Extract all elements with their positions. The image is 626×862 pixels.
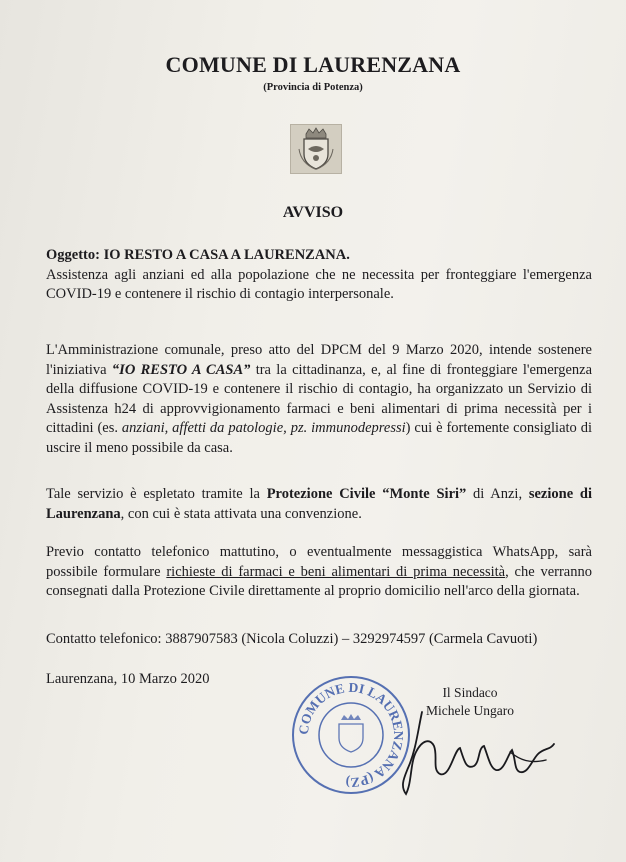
paragraph-text: L'Amministrazione comunale, preso atto del DPCM del 9 Marzo 2020, intende sostenere l'iniziativa: [46, 342, 592, 378]
paragraph-requests: [46, 543, 592, 602]
mayor-name: Michele Ungaro: [425, 703, 515, 718]
paragraph-text: , con cui è stata attivata una convenzione.: [120, 505, 362, 522]
phone-contacts: Contatto telefonico: 3887907583 (Nicola Coluzzi) – 3292974597 (Carmela Cavuoti): [46, 631, 538, 647]
subject-text: Assistenza agli anziani ed alla popolazione che ne necessita per fronteggiare l'emergenza COVID-19 e contenere il rischio di contagio interpersonale.: [46, 266, 592, 302]
stamp-text: COMUNE DI LAURENZANA (PZ): [295, 679, 407, 791]
municipality-title: COMUNE DI LAURENZANA: [165, 52, 461, 77]
examples-text: anziani, affetti da patologie, pz. immunodepressi: [121, 420, 406, 436]
subject-label: Oggetto: IO RESTO A CASA A LAURENZANA.: [46, 247, 350, 263]
subject-block: [46, 246, 592, 305]
handwritten-signature: [360, 690, 570, 800]
organization-name: Protezione Civile “Monte Siri”: [266, 486, 467, 502]
paragraph-text: ) cui è fortemente consigliato di uscire il meno possibile da casa.: [46, 420, 593, 456]
province-subtitle: (Provincia di Potenza): [263, 82, 363, 93]
paragraph-text: Previo contatto telefonico mattutino, o eventualmente messaggistica WhatsApp, sarà possibile formulare: [46, 544, 592, 580]
paragraph-text: Tale servizio è espletato tramite la: [46, 486, 267, 502]
paragraph-service: [46, 485, 592, 524]
paragraph-text: di Anzi,: [466, 486, 529, 502]
initiative-name: “IO RESTO A CASA”: [111, 361, 251, 378]
coat-of-arms-icon: [290, 124, 342, 174]
paragraph-text: , che verranno consegnati dalla Protezione Civile direttamente al proprio domicilio nell'arco della giornata.: [46, 563, 592, 599]
requests-underlined: richieste di farmaci e beni alimentari di prima necessità: [166, 563, 506, 580]
paragraph-initiative: [46, 341, 592, 458]
section-name: sezione di Laurenzana: [46, 486, 592, 522]
notice-heading: AVVISO: [282, 204, 344, 221]
document-date: Laurenzana, 10 Marzo 2020: [46, 671, 210, 687]
mayor-title: Il Sindaco: [442, 685, 498, 700]
paragraph-text: tra la cittadinanza, e, al fine di fronteggiare l'emergenza della diffusione COVID-19 e contenere il rischio di contagio, ha organizzato un Servizio di Assistenza h24 di approvvigionamento farmaci e beni alimentari di prima necessità per i cittadini (es.: [46, 361, 593, 436]
